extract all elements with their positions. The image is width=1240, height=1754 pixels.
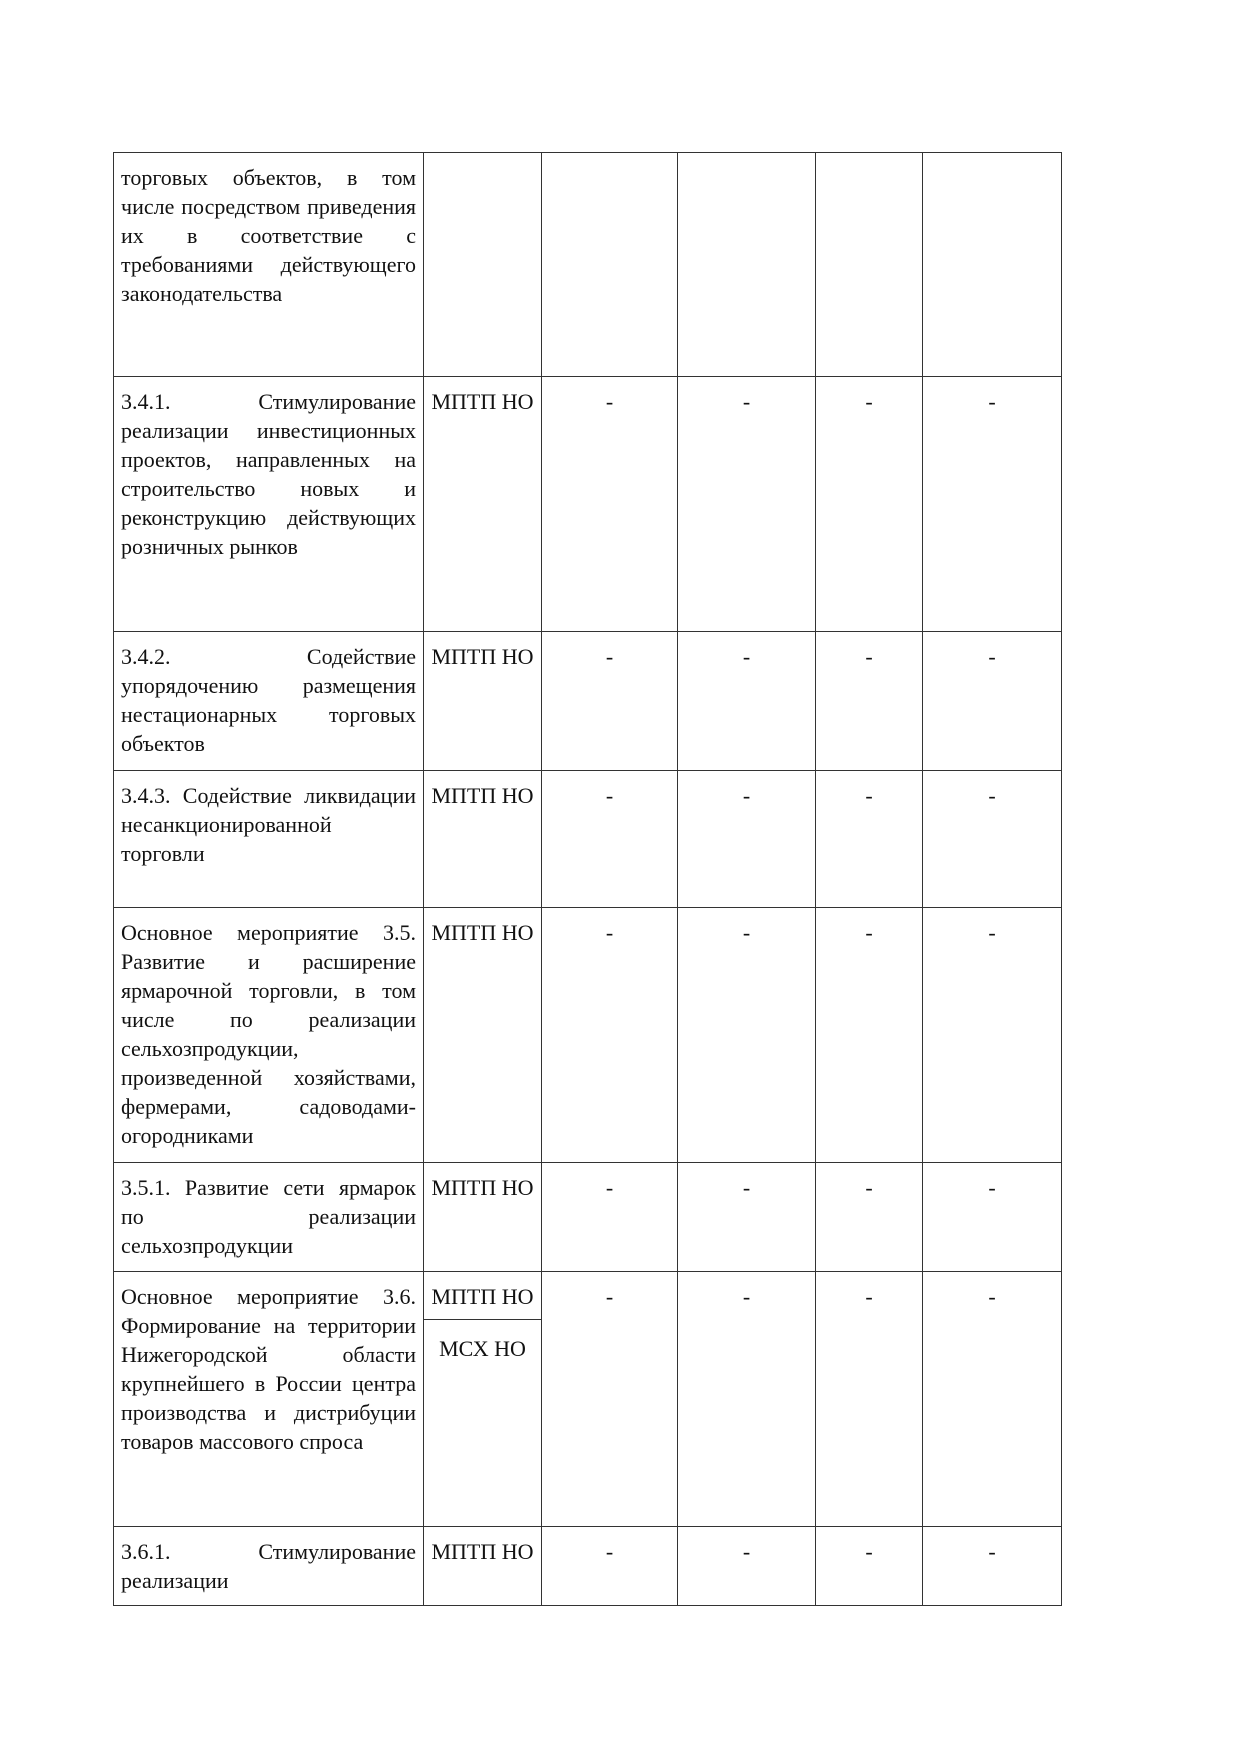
table-row: [114, 153, 1062, 377]
value-cell: -: [542, 1163, 678, 1272]
value-cell: -: [542, 1527, 678, 1606]
value-cell: -: [678, 908, 816, 1163]
value-cell: -: [542, 771, 678, 908]
value-cell: -: [923, 1163, 1062, 1272]
executor-cell: [424, 1527, 542, 1606]
table-row: [114, 1163, 1062, 1272]
measure-description: торговых объектов, в том числе посредством приведения их в соответствие с требованиями действующего законодательства: [114, 153, 424, 377]
value-cell: -: [816, 1527, 923, 1606]
value-cell: [816, 153, 923, 377]
table-row: [114, 1527, 1062, 1606]
measure-description: Основное мероприятие 3.6. Формирование на территории Нижегородской области крупнейшего в России центра производства и дистрибуции товаров массового спроса: [114, 1272, 424, 1527]
executor: МПТП НО: [431, 920, 534, 945]
measure-description: 3.4.1. Стимулирование реализации инвестиционных проектов, направленных на строительство новых и реконструкцию действующих розничных рынков: [114, 377, 424, 632]
executor: МПТП НО: [431, 1175, 534, 1200]
executor: МПТП НО: [431, 1284, 534, 1309]
value-cell: [678, 153, 816, 377]
value-cell: -: [816, 632, 923, 771]
value-cell: [923, 153, 1062, 377]
executor-cell: [424, 377, 542, 632]
value-cell: -: [816, 908, 923, 1163]
executor-cell: [424, 771, 542, 908]
value-cell: -: [923, 632, 1062, 771]
table-row: [114, 908, 1062, 1163]
value-cell: -: [923, 771, 1062, 908]
value-cell: -: [816, 771, 923, 908]
table-row: [114, 632, 1062, 771]
value-cell: -: [923, 377, 1062, 632]
executor-cell: [424, 908, 542, 1163]
value-cell: -: [923, 1272, 1062, 1527]
executor: МПТП НО: [431, 389, 534, 414]
measure-description: 3.5.1. Развитие сети ярмарок по реализации сельхозпродукции: [114, 1163, 424, 1272]
executor: МПТП НО: [431, 1539, 534, 1564]
measure-description: Основное мероприятие 3.5. Развитие и расширение ярмарочной торговли, в том числе по реализации сельхозпродукции, произведенной хозяйствами, фермерами, садоводами-огородниками: [114, 908, 424, 1163]
value-cell: -: [542, 908, 678, 1163]
value-cell: -: [678, 632, 816, 771]
executor: МПТП НО: [431, 644, 534, 669]
measures-table: [113, 152, 1062, 1606]
value-cell: -: [542, 1272, 678, 1527]
value-cell: [542, 153, 678, 377]
executor-cell: [424, 632, 542, 771]
value-cell: -: [678, 1272, 816, 1527]
measure-description: 3.4.3. Содействие ликвидации несанкционированной торговли: [114, 771, 424, 908]
table-row: [114, 1272, 1062, 1527]
measure-description: 3.6.1. Стимулирование реализации: [114, 1527, 424, 1606]
executor-cell: [424, 1163, 542, 1272]
executor: МПТП НО: [431, 783, 534, 808]
value-cell: -: [678, 377, 816, 632]
executor-cell: [424, 1272, 542, 1527]
value-cell: -: [816, 1272, 923, 1527]
value-cell: -: [542, 632, 678, 771]
value-cell: -: [542, 377, 678, 632]
executor-cell: [424, 153, 542, 377]
executor-secondary: МСХ НО: [424, 1319, 541, 1363]
value-cell: -: [678, 1527, 816, 1606]
value-cell: -: [678, 771, 816, 908]
measure-description: 3.4.2. Содействие упорядочению размещения нестационарных торговых объектов: [114, 632, 424, 771]
value-cell: -: [923, 908, 1062, 1163]
value-cell: -: [923, 1527, 1062, 1606]
table-row: [114, 771, 1062, 908]
table-row: [114, 377, 1062, 632]
value-cell: -: [678, 1163, 816, 1272]
value-cell: -: [816, 1163, 923, 1272]
value-cell: -: [816, 377, 923, 632]
